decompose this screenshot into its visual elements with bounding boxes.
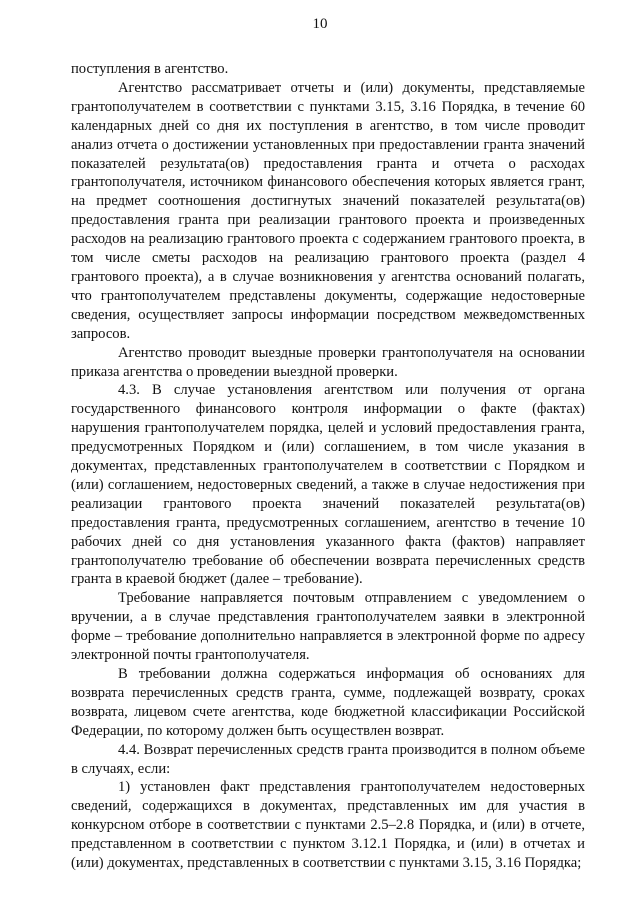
paragraph-demand-delivery: Требование направляется почтовым отправлением с уведомлением о вручении, а в случае представления грантополучателем заявки в электронной форме – требование дополнительно направляется в электронной форме по адресу электронной почты грантополучателя. xyxy=(71,590,585,664)
paragraph-report-review: Агентство рассматривает отчеты и (или) документы, представляемые грантополучателем в соответствии с пунктами 3.15, 3.16 Порядка, в течение 60 календарных дней со дня их поступления в агентство, в том числе проводит анализ отчета о достижении установленных при предоставлении гранта значений показателей результата(ов) предоставления гранта и отчета о расходах грантополучателя, источником финансового обеспечения которых является грант, на предмет соотношения достигнутых значений показателей результата(ов) предоставления гранта при реализации грантового проекта и произведенных расходов на реализацию грантового проекта с содержанием грантового проекта, в том числе сметы расходов на реализацию грантового проекта (раздел 4 грантового проекта), а в случае возникновения у агентства оснований полагать, что грантополучателем представлены документы, содержащие недостоверные сведения, осуществляет запросы информации посредством межведомственных запросов. xyxy=(71,79,585,342)
paragraph-4-3: 4.3. В случае установления агентством или получения от органа государственного финансового контроля информации о факте (фактах) нарушения грантополучателем порядка, целей и условий предоставления гранта, предусмотренных Порядком и (или) соглашением, в том числе указания в документах, представленных грантополучателем в соответствии с Порядком и (или) соглашением, недостоверных сведений, а также в случае недостижения при реализации грантового проекта значений показателей результата(ов) предоставления гранта, предусмотренных соглашением, агентство в течение 10 рабочих дней со дня установления указанного факта (фактов) направляет грантополучателю требование об обеспечении возврата перечисленных средств гранта в краевой бюджет (далее – требование). xyxy=(71,382,585,588)
paragraph-onsite-inspection: Агентство проводит выездные проверки грантополучателя на основании приказа агентства о проведении выездной проверки. xyxy=(71,344,585,380)
paragraph-4-4: 4.4. Возврат перечисленных средств гранта производится в полном объеме в случаях, если: xyxy=(71,741,585,777)
page-number: 10 xyxy=(312,16,328,32)
document-body xyxy=(71,60,585,873)
paragraph-continued: поступления в агентство. xyxy=(71,61,229,77)
paragraph-demand-content: В требовании должна содержаться информация об основаниях для возврата перечисленных средств гранта, сумме, подлежащей возврату, сроках возврата, лицевом счете агентства, коде бюджетной классификации Российской Федерации, по которому должен быть осуществлен возврат. xyxy=(71,666,585,739)
paragraph-4-4-item-1: 1) установлен факт представления грантополучателем недостоверных сведений, содержащихся в документах, представленных им для участия в конкурсном отборе в соответствии с пунктами 2.5–2.8 Порядка, и (или) в отчете, представленном в соответствии с пунктом 3.12.1 Порядка, и (или) в отчетах и (или) документах, представленных в соответствии с пунктами 3.15, 3.16 Порядка; xyxy=(71,779,585,872)
